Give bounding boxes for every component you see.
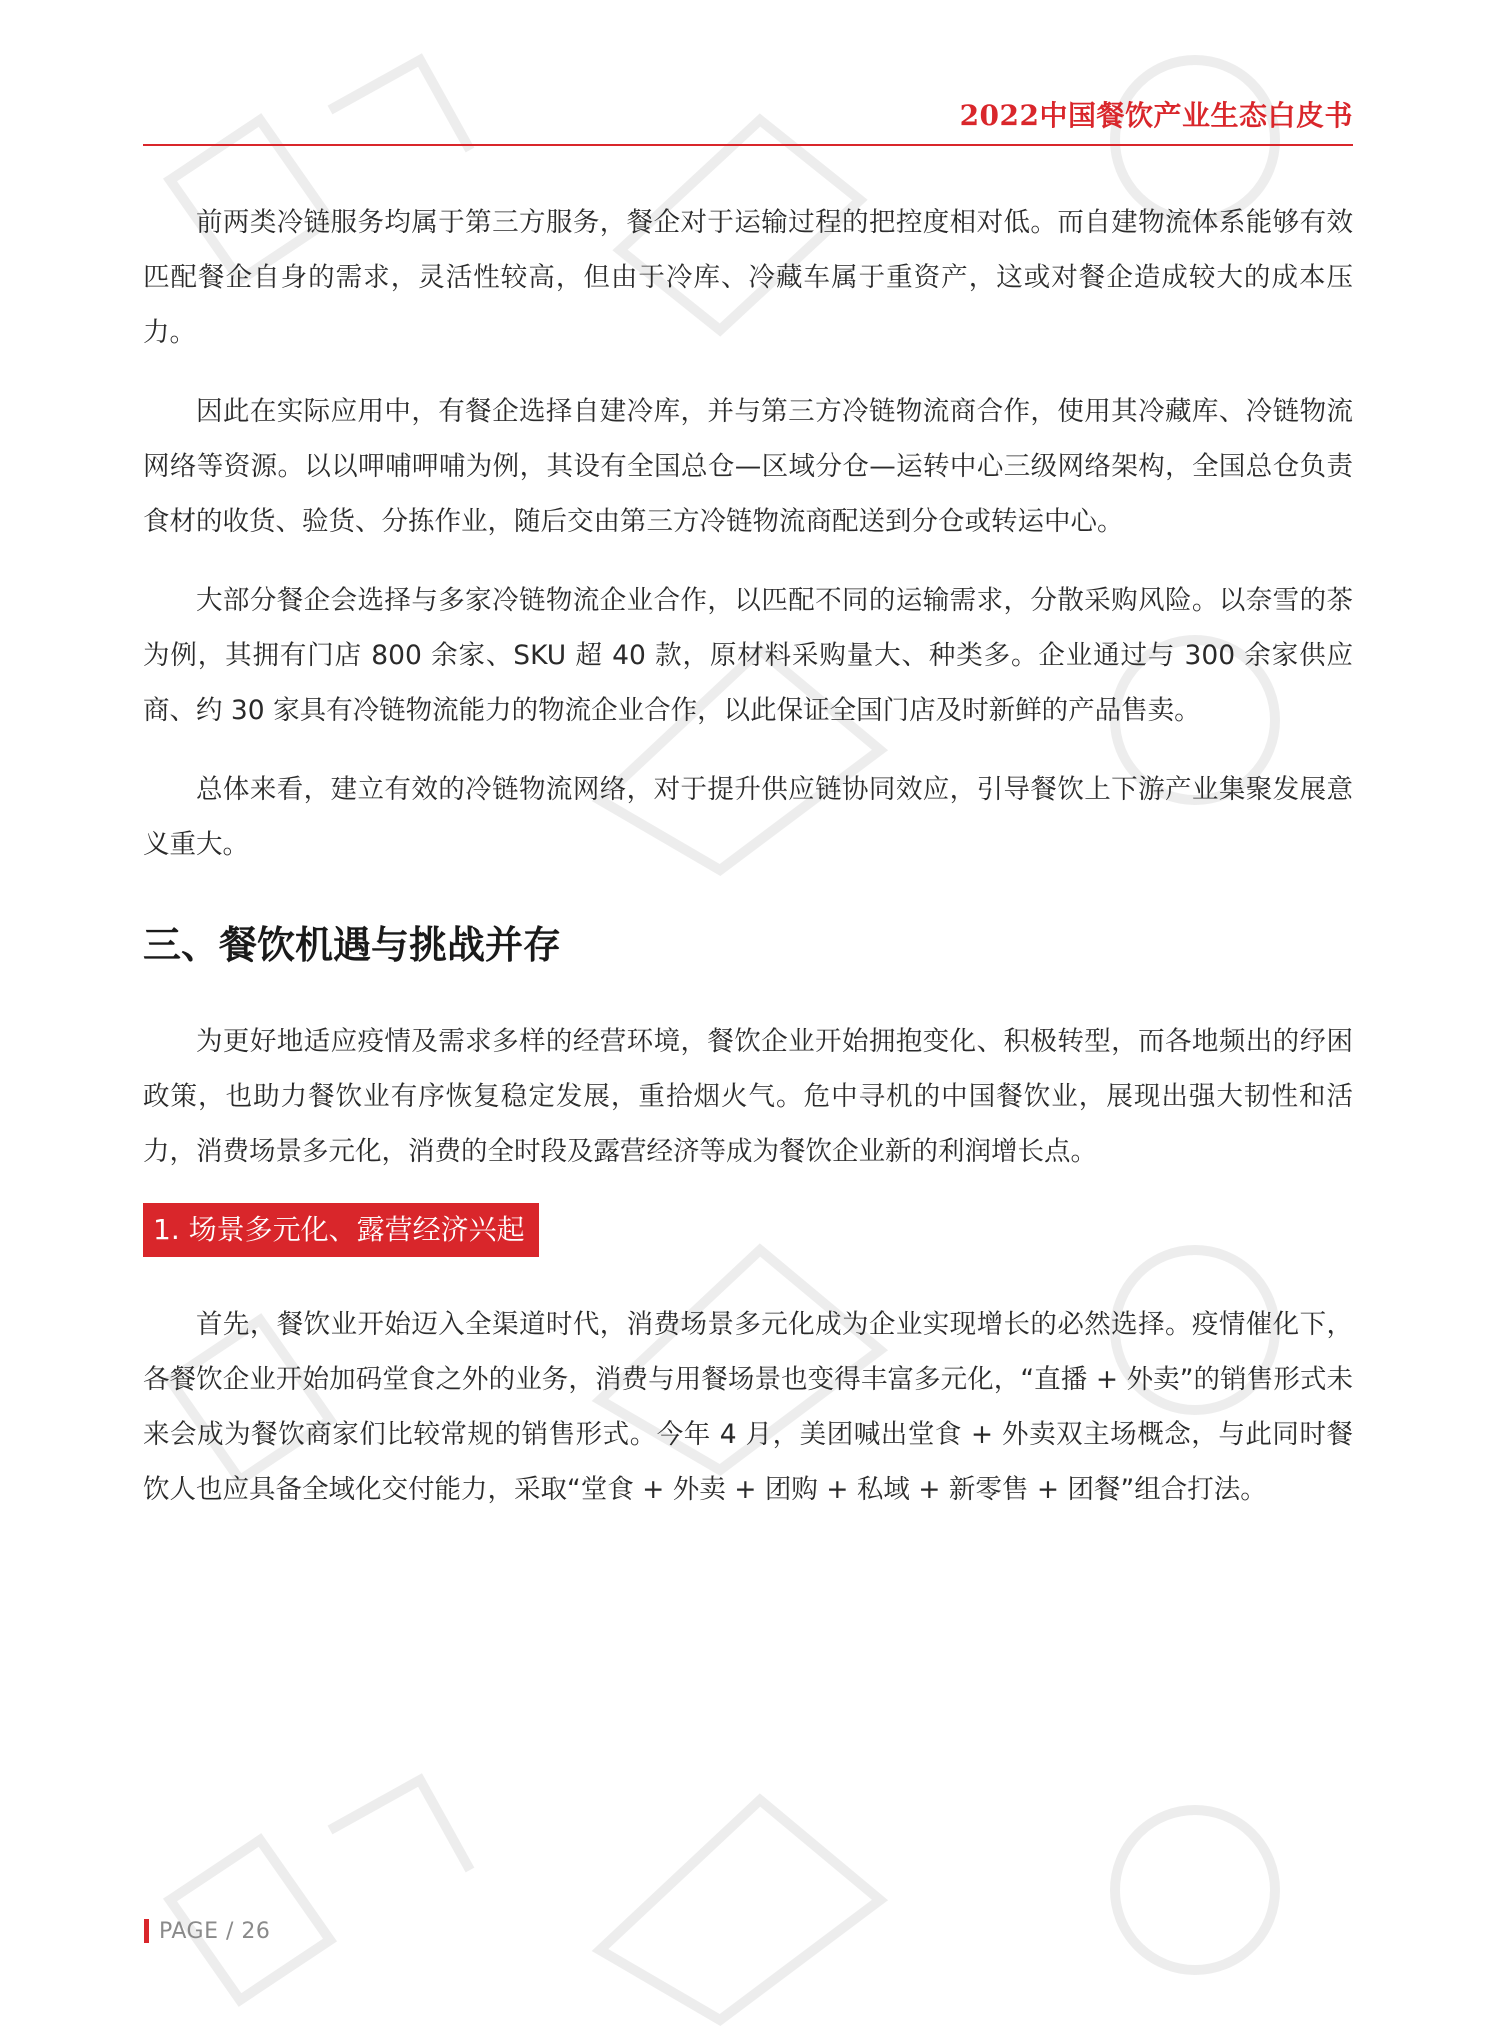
subheading-label: 1. 场景多元化、露营经济兴起 (143, 1203, 539, 1257)
subheading-container (143, 1203, 1353, 1257)
paragraph-naixue-example: 大部分餐企会选择与多家冷链物流企业合作，以匹配不同的运输需求，分散采购风险。以奈雪的茶为例，其拥有门店 800 余家、SKU 超 40 款，原材料采购量大、种类多。企业通过与 300 余家供应商、约 30 家具有冷链物流能力的物流企业合作，以此保证全国门店及时新鲜的产品售卖。 (143, 585, 1353, 726)
footer-accent-bar (144, 1919, 149, 1943)
document-title: 2022中国餐饮产业生态白皮书 (959, 99, 1353, 132)
paragraph-xiabuxiabu-example: 因此在实际应用中，有餐企选择自建冷库，并与第三方冷链物流商合作，使用其冷藏库、冷链物流网络等资源。以以呷哺呷哺为例，其设有全国总仓—区域分仓—运转中心三级网络架构，全国总仓负责食材的收货、验货、分拣作业，随后交由第三方冷链物流商配送到分仓或转运中心。 (143, 396, 1353, 537)
paragraph-summary: 总体来看，建立有效的冷链物流网络，对于提升供应链协同效应，引导餐饮上下游产业集聚发展意义重大。 (143, 774, 1353, 860)
page-footer (144, 1915, 270, 1947)
subsection-paragraph: 首先，餐饮业开始迈入全渠道时代，消费场景多元化成为企业实现增长的必然选择。疫情催化下，各餐饮企业开始加码堂食之外的业务，消费与用餐场景也变得丰富多元化，“直播 + 外卖”的销售形式未来会成为餐饮商家们比较常规的销售形式。今年 4 月，美团喊出堂食 + 外卖双主场概念，与此同时餐饮人也应具备全域化交付能力，采取“堂食 + 外卖 + 团购 + 私域 + 新零售 + 团餐”组合打法。 (143, 1309, 1353, 1505)
paragraph-cold-chain-third-party: 前两类冷链服务均属于第三方服务，餐企对于运输过程的把控度相对低。而自建物流体系能够有效匹配餐企自身的需求，灵活性较高，但由于冷库、冷藏车属于重资产，这或对餐企造成较大的成本压力。 (143, 207, 1353, 348)
page-number: PAGE / 26 (159, 1918, 271, 1944)
section-heading: 三、餐饮机遇与挑战并存 (143, 923, 562, 967)
page-header (143, 92, 1353, 146)
section-intro-paragraph: 为更好地适应疫情及需求多样的经营环境，餐饮企业开始拥抱变化、积极转型，而各地频出的纾困政策，也助力餐饮业有序恢复稳定发展，重拾烟火气。危中寻机的中国餐饮业，展现出强大韧性和活力，消费场景多元化，消费的全时段及露营经济等成为餐饮企业新的利润增长点。 (143, 1026, 1353, 1167)
page-body (143, 195, 1353, 1541)
